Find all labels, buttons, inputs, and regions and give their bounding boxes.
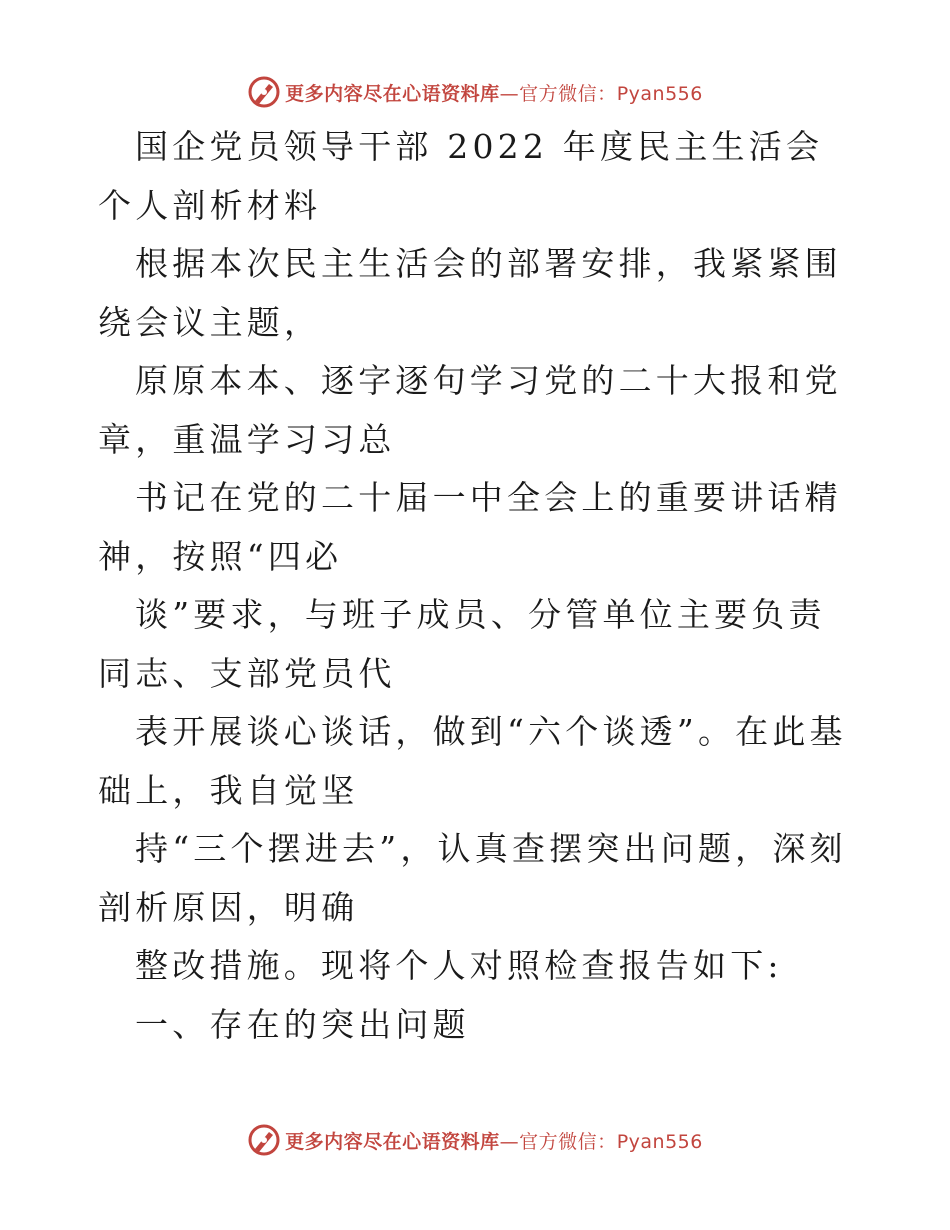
banner-wechat-id: Pyan556	[616, 82, 703, 105]
pen-logo-icon	[247, 75, 281, 109]
paragraph-line: 整改措施。现将个人对照检查报告如下:	[135, 946, 783, 985]
banner-wechat-id: Pyan556	[616, 1130, 703, 1153]
section-heading: 一、存在的突出问题	[135, 1004, 470, 1044]
banner-lead-text: 更多内容尽在心语资料库	[285, 1130, 500, 1153]
banner-text	[285, 1127, 703, 1154]
banner-dash: —	[499, 82, 520, 105]
banner-wechat-label: 官方微信：	[519, 1130, 617, 1153]
document-body	[98, 118, 858, 1054]
banner-text	[285, 79, 703, 106]
watermark-banner-bottom	[0, 1118, 950, 1162]
banner-dash: —	[499, 1130, 520, 1153]
pen-logo-icon	[247, 1123, 281, 1157]
paragraph-line: 持“三个摆进去”，认真查摆突出问题，深刻剖析原因，明确	[98, 829, 847, 927]
paragraph-line: 根据本次民主生活会的部署安排，我紧紧围绕会议主题，	[98, 244, 842, 342]
banner-lead-text: 更多内容尽在心语资料库	[285, 82, 500, 105]
document-title: 国企党员领导干部 2022 年度民主生活会个人剖析材料	[98, 127, 824, 225]
banner-wechat-label: 官方微信：	[519, 82, 617, 105]
paragraph-line: 原原本本、逐字逐句学习党的二十大报和党章，重温学习习总	[98, 361, 842, 459]
paragraph-line: 书记在党的二十届一中全会上的重要讲话精神，按照“四必	[98, 478, 842, 576]
watermark-banner-top	[0, 70, 950, 114]
paragraph-line: 表开展谈心谈话，做到“六个谈透”。在此基础上，我自觉坚	[98, 712, 847, 810]
paragraph-line: 谈”要求，与班子成员、分管单位主要负责同志、支部党员代	[98, 595, 826, 693]
